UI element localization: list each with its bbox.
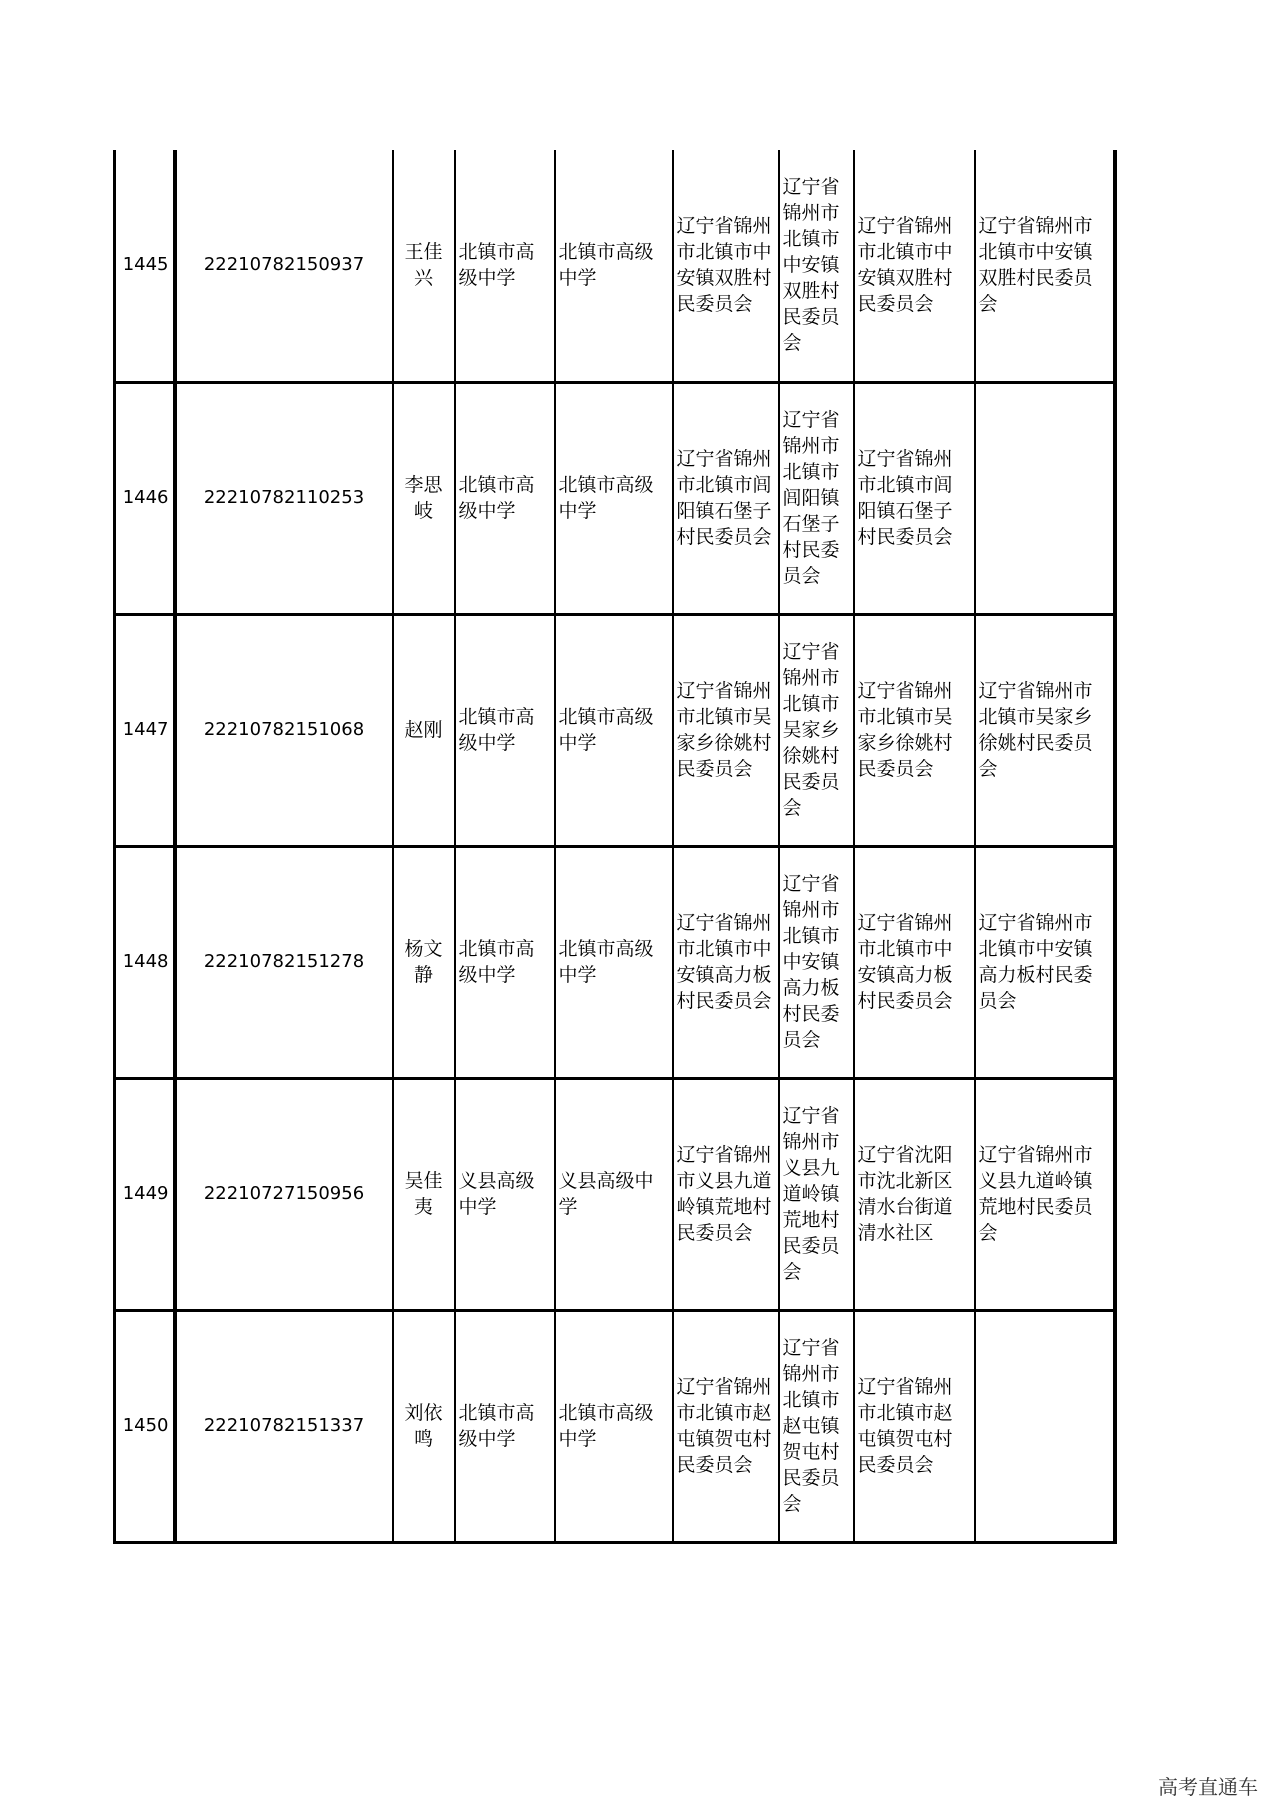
school-cell: 北镇市高级中学 <box>455 150 555 382</box>
exam-id-cell: 22210782110253 <box>175 382 393 614</box>
address-cell-2: 辽宁省锦州市北镇市中安镇高力板村民委员会 <box>779 846 854 1078</box>
exam-id-cell: 22210782151068 <box>175 614 393 846</box>
address-cell-2: 辽宁省锦州市义县九道岭镇荒地村民委员会 <box>779 1078 854 1310</box>
row-number-cell: 1450 <box>115 1310 175 1542</box>
address-cell-1: 辽宁省锦州市北镇市闾阳镇石堡子村民委员会 <box>673 382 779 614</box>
address-cell-2: 辽宁省锦州市北镇市赵屯镇贺屯村民委员会 <box>779 1310 854 1542</box>
graduation-school-cell: 北镇市高级中学 <box>555 382 673 614</box>
table-body <box>115 150 1115 1542</box>
address-cell-1: 辽宁省锦州市北镇市吴家乡徐姚村民委员会 <box>673 614 779 846</box>
address-cell-1: 辽宁省锦州市北镇市赵屯镇贺屯村民委员会 <box>673 1310 779 1542</box>
student-name-cell: 李思岐 <box>393 382 455 614</box>
school-cell: 北镇市高级中学 <box>455 1310 555 1542</box>
address-cell-4 <box>975 1310 1115 1542</box>
school-cell: 义县高级中学 <box>455 1078 555 1310</box>
address-cell-3: 辽宁省锦州市北镇市闾阳镇石堡子村民委员会 <box>854 382 975 614</box>
table-row <box>115 846 1115 1078</box>
address-cell-2: 辽宁省锦州市北镇市闾阳镇石堡子村民委员会 <box>779 382 854 614</box>
row-number-cell: 1447 <box>115 614 175 846</box>
exam-id-cell: 22210782151337 <box>175 1310 393 1542</box>
data-table <box>113 150 1117 1544</box>
row-number-cell: 1446 <box>115 382 175 614</box>
address-cell-1: 辽宁省锦州市北镇市中安镇双胜村民委员会 <box>673 150 779 382</box>
address-cell-3: 辽宁省锦州市北镇市吴家乡徐姚村民委员会 <box>854 614 975 846</box>
table-row <box>115 150 1115 382</box>
address-cell-1: 辽宁省锦州市北镇市中安镇高力板村民委员会 <box>673 846 779 1078</box>
exam-id-cell: 22210782150937 <box>175 150 393 382</box>
row-number-cell: 1449 <box>115 1078 175 1310</box>
graduation-school-cell: 北镇市高级中学 <box>555 846 673 1078</box>
watermark-text: 高考直通车 <box>1158 1775 1258 1799</box>
graduation-school-cell: 北镇市高级中学 <box>555 1310 673 1542</box>
address-cell-3: 辽宁省锦州市北镇市赵屯镇贺屯村民委员会 <box>854 1310 975 1542</box>
exam-id-cell: 22210782151278 <box>175 846 393 1078</box>
exam-id-cell: 22210727150956 <box>175 1078 393 1310</box>
graduation-school-cell: 北镇市高级中学 <box>555 614 673 846</box>
school-cell: 北镇市高级中学 <box>455 846 555 1078</box>
address-cell-1: 辽宁省锦州市义县九道岭镇荒地村民委员会 <box>673 1078 779 1310</box>
student-name-cell: 杨文静 <box>393 846 455 1078</box>
address-cell-4: 辽宁省锦州市北镇市吴家乡徐姚村民委员会 <box>975 614 1115 846</box>
student-name-cell: 刘依鸣 <box>393 1310 455 1542</box>
student-name-cell: 赵刚 <box>393 614 455 846</box>
graduation-school-cell: 义县高级中学 <box>555 1078 673 1310</box>
school-cell: 北镇市高级中学 <box>455 614 555 846</box>
address-cell-4: 辽宁省锦州市义县九道岭镇荒地村民委员会 <box>975 1078 1115 1310</box>
student-name-cell: 王佳兴 <box>393 150 455 382</box>
address-cell-3: 辽宁省锦州市北镇市中安镇双胜村民委员会 <box>854 150 975 382</box>
address-cell-2: 辽宁省锦州市北镇市中安镇双胜村民委员会 <box>779 150 854 382</box>
graduation-school-cell: 北镇市高级中学 <box>555 150 673 382</box>
school-cell: 北镇市高级中学 <box>455 382 555 614</box>
address-cell-4: 辽宁省锦州市北镇市中安镇高力板村民委员会 <box>975 846 1115 1078</box>
address-cell-3: 辽宁省沈阳市沈北新区清水台街道清水社区 <box>854 1078 975 1310</box>
address-cell-2: 辽宁省锦州市北镇市吴家乡徐姚村民委员会 <box>779 614 854 846</box>
student-name-cell: 吴佳夷 <box>393 1078 455 1310</box>
table-row <box>115 614 1115 846</box>
table-row <box>115 1078 1115 1310</box>
address-cell-3: 辽宁省锦州市北镇市中安镇高力板村民委员会 <box>854 846 975 1078</box>
table-row <box>115 382 1115 614</box>
table-row <box>115 1310 1115 1542</box>
row-number-cell: 1448 <box>115 846 175 1078</box>
row-number-cell: 1445 <box>115 150 175 382</box>
address-cell-4 <box>975 382 1115 614</box>
address-cell-4: 辽宁省锦州市北镇市中安镇双胜村民委员会 <box>975 150 1115 382</box>
